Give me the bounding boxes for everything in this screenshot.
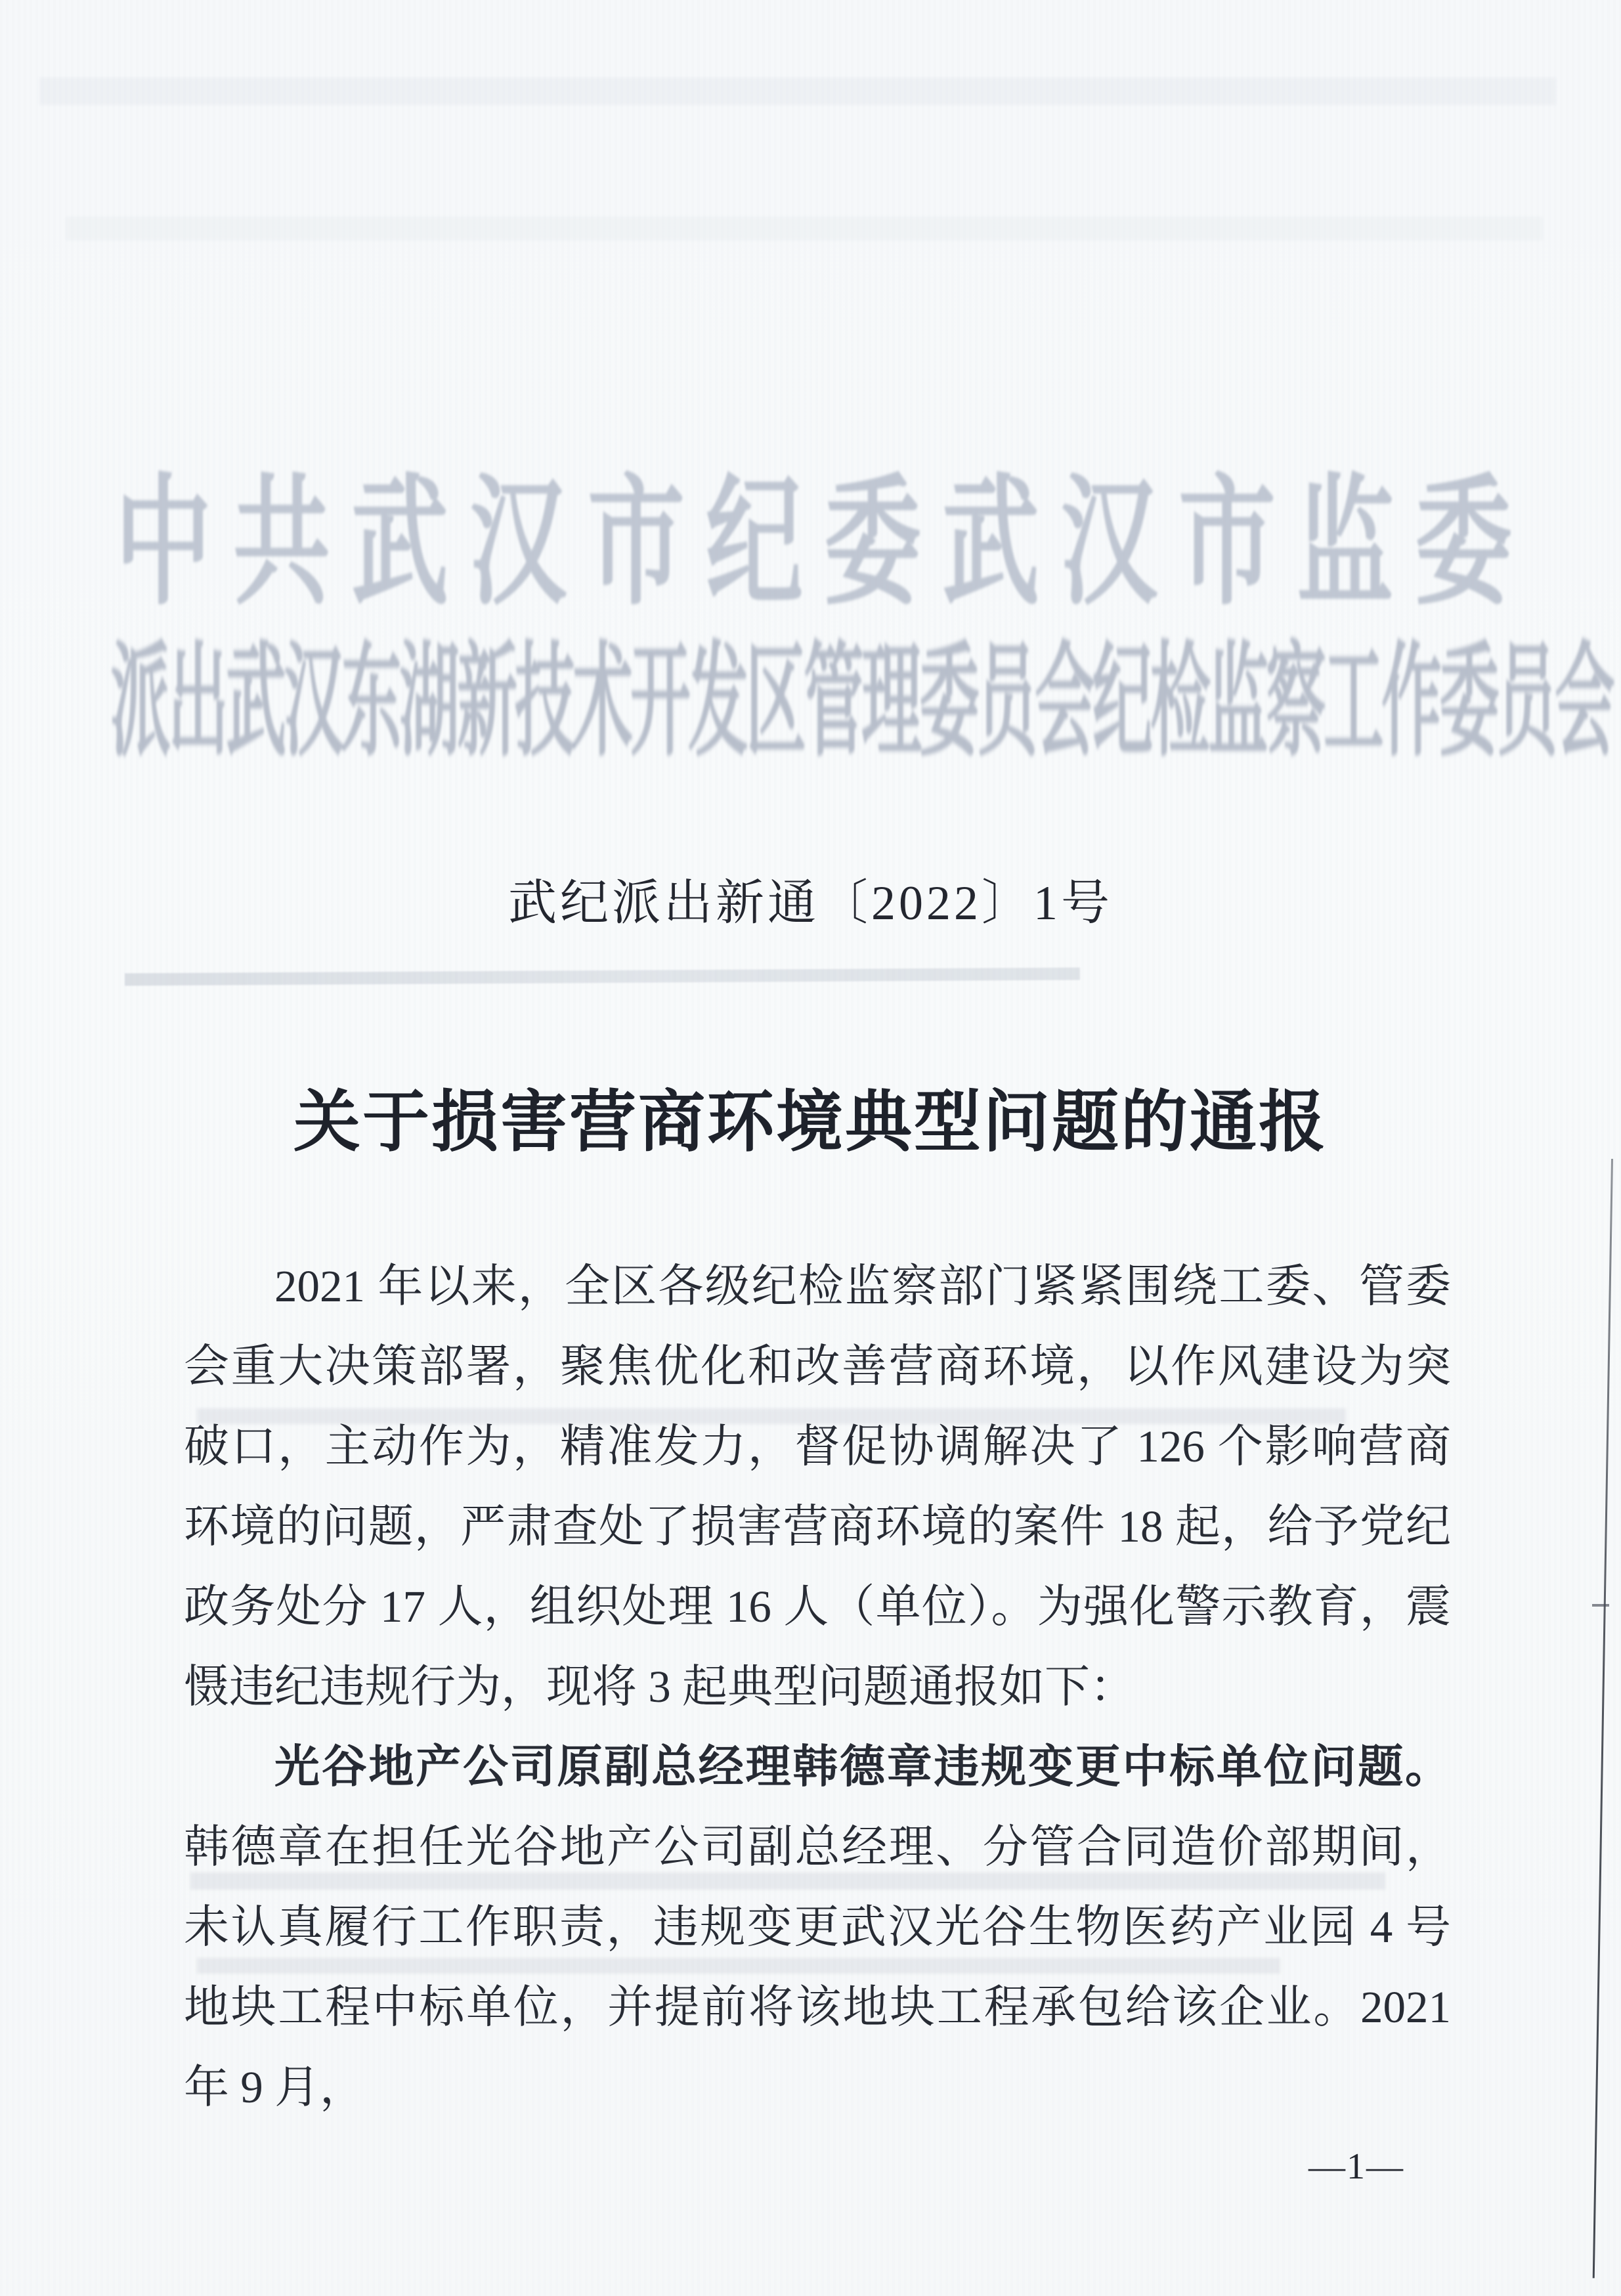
document-body [184, 1246, 1451, 2127]
document-title: 关于损害营商环境典型问题的通报 [293, 1086, 1328, 1160]
scanner-crease-artifact [1593, 1159, 1613, 2278]
paragraph: 2021 年以来，全区各级纪检监察部门紧紧围绕工委、管委会重大决策部署，聚焦优化和改善营商环境，以作风建设为突破口，主动作为，精准发力，督促协调解决了 126 个影响营商环境的问题，严肃查处了损害营商环境的案件 18 起，给予党纪政务处分 17 人，组织处理 16 人（单位）。为强化警示教育，震慑违纪违规行为，现将 3 起典型问题通报如下： [184, 1261, 1451, 1712]
letterhead-line-1: 中共武汉市纪委武汉市监委 [115, 466, 1533, 622]
scanner-crease-tick [1592, 1604, 1609, 1607]
page-number: —1— [1308, 2146, 1404, 2187]
paragraph-bold-lead: 光谷地产公司原副总经理韩德章违规变更中标单位问题。 [274, 1741, 1451, 1792]
document-number: 武纪派出新通〔2022〕1号 [508, 877, 1113, 930]
letterhead-line-2: 派出武汉东湖新技术开发区管理委员会纪检监察工作委员会 [110, 634, 1613, 771]
faded-rule-line [125, 968, 1080, 986]
bleed-through-artifact [39, 77, 1556, 105]
paragraph: 光谷地产公司原副总经理韩德章违规变更中标单位问题。韩德章在担任光谷地产公司副总经理、分管合同造价部期间，未认真履行工作职责，违规变更武汉光谷生物医药产业园 4 号地块工程中标单位，并提前将该地块工程承包给该企业。2021 年 9 月， [184, 1741, 1451, 2112]
bleed-through-artifact [66, 217, 1543, 240]
